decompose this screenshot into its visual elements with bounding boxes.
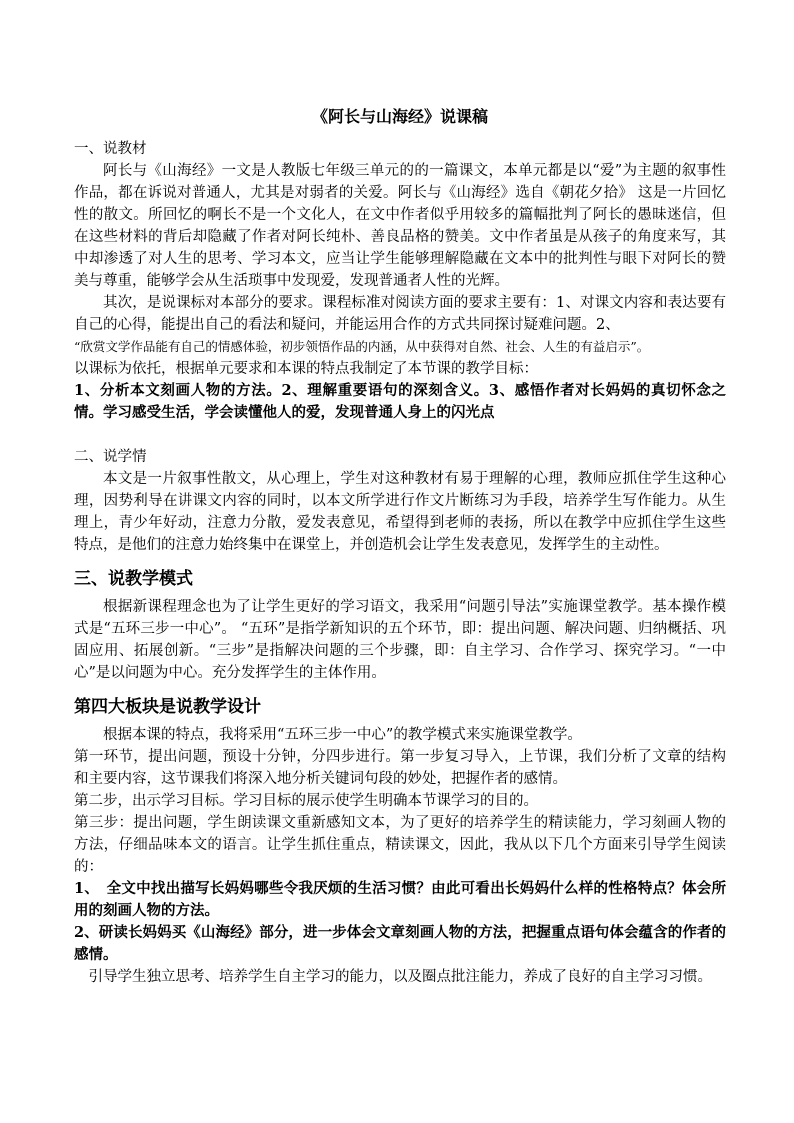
paragraph: 第二步，出示学习目标。学习目标的展示使学生明确本节课学习的目的。 <box>74 793 538 809</box>
guiding-question: 2、研读长妈妈买《山海经》部分，进一步体会文章刻画人物的方法，把握重点语句体会蕴含的作者的感情。 <box>74 924 726 963</box>
paragraph: 根据本课的特点，我将采用“五环三步一中心”的教学模式来实施课堂教学。 <box>103 727 582 743</box>
paragraph: 第一环节，提出问题，预设十分钟，分四步进行。第一步复习导入，上节课，我们分析了文章的结构和主要内容，这节课我们将深入地分析关键词句段的妙处，把握作者的感情。 <box>74 749 726 787</box>
spacer <box>74 424 726 446</box>
document-page <box>74 104 726 988</box>
spacer <box>74 684 726 694</box>
paragraph: 根据新课程理念也为了让学生更好的学习语文，我采用“问题引导法”实施课堂教学。基本操作模式是“五环三步一中心”。 “五环”是指学新知识的五个环节，即：提出问题、解决问题、归纳概括、巩固应用、拓展创新。“三步”是指解决问题的三个步骤，即：自主学习、合作学习、探究学习。“一中心”是以问题为中心。充分发挥学生的主体作用。 <box>74 599 726 681</box>
paragraph: 第三步：提出问题，学生朗读课文重新感知文本，为了更好的培养学生的精读能力，学习刻画人物的方法，仔细品味本文的语言。让学生抓住重点，精读课文，因此，我从以下几个方面来引导学生阅读的： <box>74 815 726 875</box>
paragraph: 阿长与《山海经》一文是人教版七年级三单元的的一篇课文，本单元都是以“爱”为主题的叙事性作品，都在诉说对普通人，尤其是对弱者的关爱。阿长与《山海经》选自《朝花夕拾》 这是一片回忆性的散文。所回忆的啊长不是一个文化人，在文中作者似乎用较多的篇幅批判了阿长的愚昧迷信，但在这些材料的背后却隐藏了作者对阿长纯朴、善良品格的赞美。文中作者虽是从孩子的角度来写，其中却渗透了对人生的思考、学习本文，应当让学生能够理解隐藏在文本中的批判性与眼下对阿长的赞美与尊重，能够学会从生活琐事中发现爱，发现普通者人性的光辉。 <box>74 163 726 289</box>
quoted-standard: “欣赏文学作品能有自己的情感体验，初步领悟作品的内涵，从中获得对自然、社会、人生的有益启示”。 <box>74 339 650 354</box>
teaching-goals: 1、分析本文刻画人物的方法。2、理解重要语句的深刻含义。3、感悟作者对长妈妈的真切怀念之情。学习感受生活，学会读懂他人的爱，发现普通人身上的闪光点 <box>74 382 726 421</box>
paragraph: 以课标为依托，根据单元要求和本课的特点我制定了本节课的教学目标： <box>74 361 538 377</box>
section-heading-teaching-design: 第四大板块是说教学设计 <box>74 697 261 717</box>
paragraph: 本文是一片叙事性散文，从心理上，学生对这种教材有易于理解的心理，教师应抓住学生这种心理，因势利导在讲课文内容的同时，以本文所学进行作文片断练习为手段，培养学生写作能力。从生理上，青少年好动，注意力分散，爱发表意见，希望得到老师的表扬，所以在教学中应抓住学生这些特点，是他们的注意力始终集中在课堂上，并创造机会让学生发表意见，发挥学生的主动性。 <box>74 471 726 553</box>
guiding-question: 1、 全文中找出描写长妈妈哪些令我厌烦的生活习惯？由此可看出长妈妈什么样的性格特点？体会所用的刻画人物的方法。 <box>74 880 726 919</box>
section-heading-teaching-material: 一、说教材 <box>74 141 147 157</box>
paragraph: 引导学生独立思考、培养学生自主学习的能力，以及圈点批注能力，养成了良好的自主学习习惯。 <box>88 969 712 985</box>
document-title: 《阿长与山海经》说课稿 <box>311 107 488 126</box>
section-heading-student-analysis: 二、说学情 <box>74 449 147 465</box>
spacer <box>74 556 726 566</box>
section-heading-teaching-mode: 三、说教学模式 <box>74 569 193 589</box>
paragraph: 其次，是说课标对本部分的要求。课程标准对阅读方面的要求主要有：1、对课文内容和表达要有自己的心得，能提出自己的看法和疑问，并能运用合作的方式共同探讨疑难问题。2、 <box>74 295 726 333</box>
